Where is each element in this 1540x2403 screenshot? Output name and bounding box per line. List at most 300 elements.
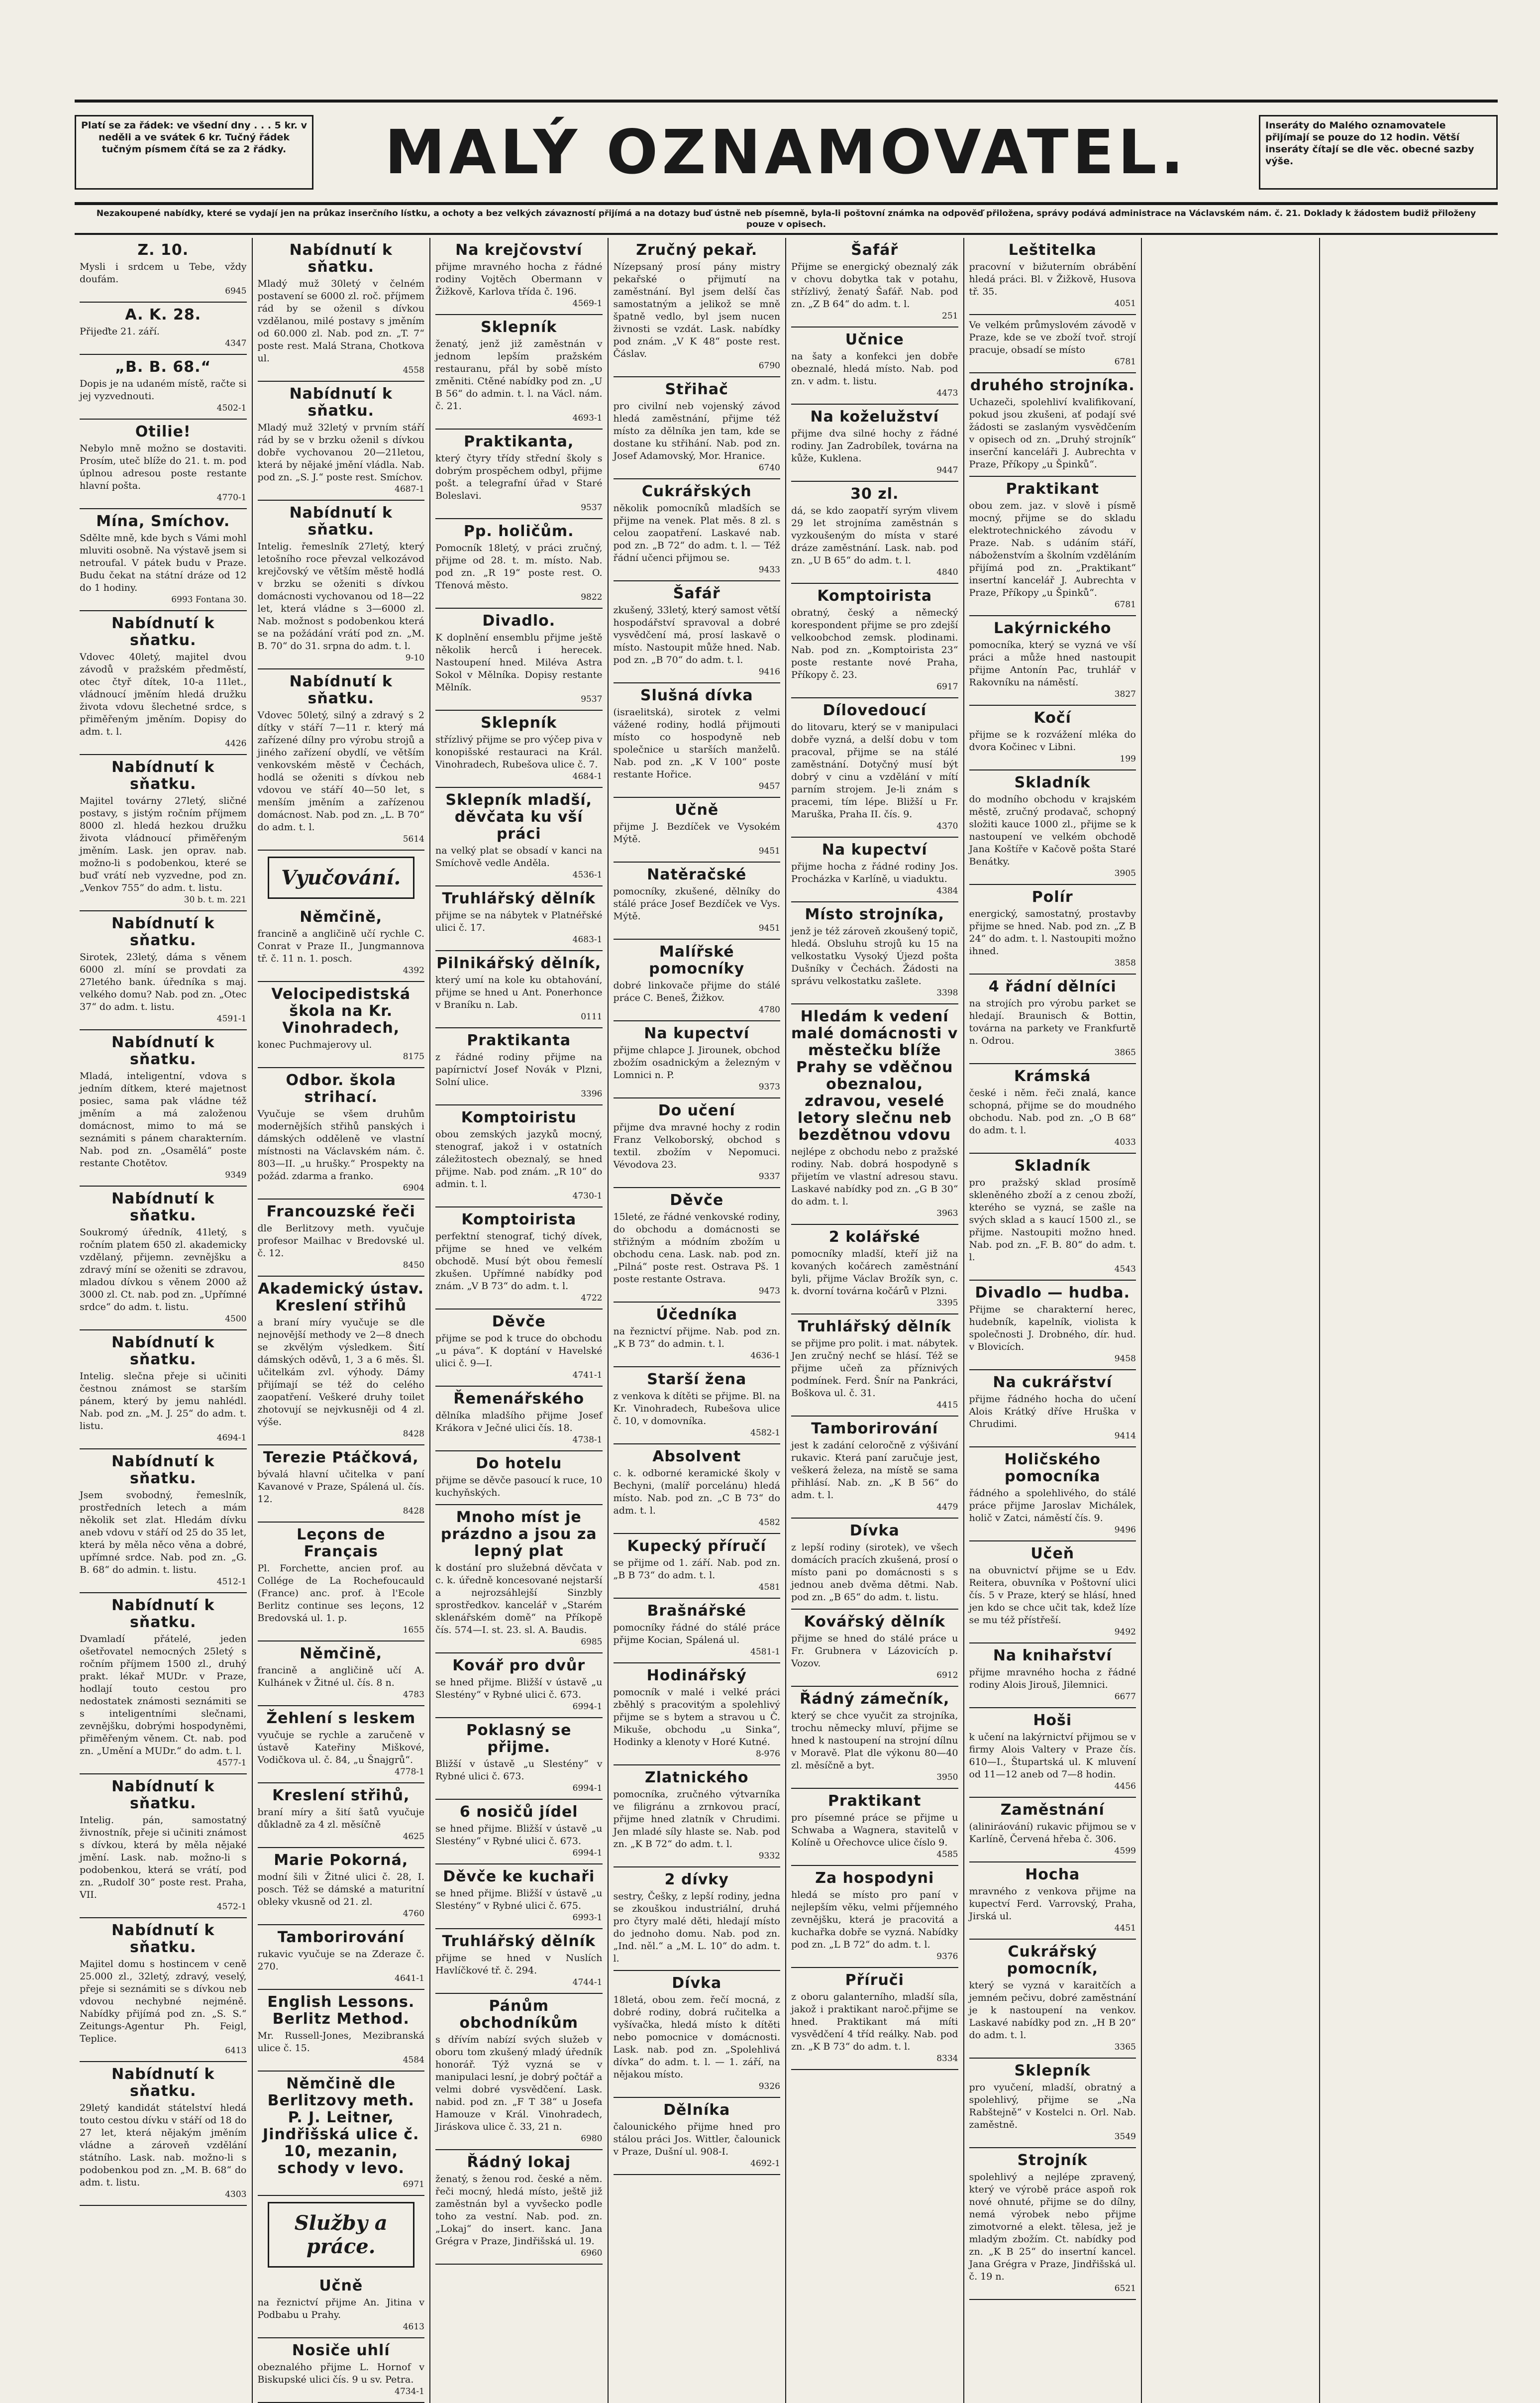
ad-text: dle Berlitzovy meth. vyučuje profesor Mailhac v Bredovské ul. č. 12. (257, 1223, 424, 1259)
ad-heading: Praktikanta, (464, 433, 574, 450)
classified-ad (969, 1064, 1136, 1154)
ad-heading: Marie Pokorná, (274, 1852, 409, 1869)
classified-ad (614, 479, 781, 581)
ad-reference-number: 199 (1120, 754, 1136, 764)
classified-ad (80, 611, 247, 755)
ad-reference-number: 4051 (1114, 299, 1136, 309)
classified-ad (614, 863, 781, 940)
classified-ad (791, 405, 958, 482)
ad-reference-number: 4426 (225, 739, 247, 749)
ad-reference-number: 9473 (758, 1286, 780, 1296)
ad-reference-number: 6917 (936, 682, 958, 692)
ad-text: hledá se místo pro paní v nejlepším věku, velmi příjemného zevnějšku, která je pracovitá a kuchařka dobře se vyzná. Nabídky pod zn. „L B 72“ do adm. t. l. (791, 1889, 958, 1950)
masthead (75, 100, 1498, 205)
classified-ad (969, 885, 1136, 975)
ad-text: se hned přijme. Bližší v ústavě „u Slestény“ v Rybné ulici č. 675. (435, 1888, 603, 1911)
classified-ad (614, 1971, 781, 2098)
ad-heading: Děvče (670, 1192, 724, 1209)
classified-ad (435, 1387, 603, 1451)
ad-reference-number: 4613 (403, 2322, 424, 2332)
ad-heading: Střihač (665, 381, 728, 398)
classified-ad (614, 940, 781, 1021)
ad-reference-number: 4512-1 (216, 1577, 247, 1587)
classified-ad (258, 1925, 425, 1990)
ad-heading: Nabídnutí k sňatku. (289, 673, 393, 707)
classified-ad (969, 1281, 1136, 1370)
ad-heading: Dělníka (663, 2101, 730, 2119)
ad-text: z řádné rodiny přijme na papírnictví Josef Novák v Plzni, Solní ulice. (435, 1052, 603, 1088)
ad-reference-number: 3549 (1114, 2132, 1136, 2142)
ad-column (75, 238, 253, 2403)
classified-ad (258, 2072, 425, 2196)
ad-reference-number: 4303 (225, 2189, 247, 2199)
ad-text: pro vyučení, mladší, obratný a spolehlivý, přijme se „Na Rabštejně“ v Kostelci n. Orl. Nab. zaměstně. (969, 2082, 1136, 2130)
classified-ad (791, 328, 958, 405)
ad-text: pro písemné práce se přijme u Schwaba a Wagnera, stavitelů v Kolíně u Ořechovce ulice číslo 9. (791, 1812, 958, 1848)
ad-text: který se vyzná v karaitčích a jemném pečivu, dobré zaměstnání je k nastoupení na venkov. Laskavé nabídky pod zn. „H B 20“ do adm. t. l. (969, 1980, 1136, 2041)
ad-reference-number: 3963 (936, 1208, 958, 1218)
ad-heading: Zaměstnání (1000, 1801, 1105, 1819)
ad-heading: Tamborirování (811, 1420, 938, 1437)
ad-heading: Divadlo — hudba. (975, 1284, 1130, 1302)
classified-ad (969, 1447, 1136, 1541)
ad-heading: Nabídnutí k sňatku. (111, 1778, 215, 1812)
ad-reference-number: 4840 (936, 567, 958, 577)
classified-ad (791, 698, 958, 838)
ad-heading: „B. B. 68.“ (115, 358, 211, 376)
ad-reference-number: 9822 (581, 592, 603, 602)
ad-text: ženatý, jenž již zaměstnán v jednom lepším pražském restauranu, přál by sobě místo změniti. Ctěné nabídky pod zn. „U B 56“ do admin. t. l. na Václ. nám. č. 21. (435, 338, 603, 412)
section-rubric: Služby a práce. (268, 2202, 415, 2268)
classified-ad (969, 1940, 1136, 2059)
ad-heading: Lakýrnického (993, 620, 1112, 637)
ad-text: čalounického přijme hned pro stálou práci Jos. Wittler, čalounick v Praze, Dušní ul. 908-I. (613, 2121, 780, 2157)
classified-ad (80, 1030, 247, 1187)
classified-ad (791, 1004, 958, 1225)
ad-text: francině a angličině učí rychle C. Conrat v Praze II., Jungmannova tř. č. 11 n. 1. posch. (257, 928, 424, 964)
ad-heading: Hoši (1033, 1712, 1072, 1729)
ad-heading: Nabídnutí k sňatku. (111, 615, 215, 649)
ad-text: Sdělte mně, kde bych s Vámi mohl mluviti osobně. Na výstavě jsem si netroufal. V pátek budu v Praze. Budu čekat na státní dráze od 12 do 1 hodiny. (80, 533, 247, 593)
ad-text: Majitel továrny 27letý, sličné postavy, s jistým ročním příjmem 8000 zl. hledá hezkou družku života vládnoucí přiměřeným jměním. Lask. jen oprav. nab. možno-li s podobenkou, které se buď vrátí neb vyzvedne, pod zn. „Venkov 755“ do adm. t. listu. (80, 795, 247, 893)
classified-ad (435, 1864, 603, 1929)
ad-text: Pl. Forchette, ancien prof. au Collége de La Rochefoucauld (France) anc. prof. à l'Ecole Berlitz continue ses leçons, 12 Bredovská ul. 1. p. (257, 1563, 424, 1624)
ad-heading: 2 dívky (664, 1871, 729, 1888)
classified-ad (258, 382, 425, 501)
ad-text: ženatý, s ženou rod. české a něm. řeči mocný, hledá místo, ještě již zaměstnán byl a vyvšecko podle toho za vestní. Nab. pod. zn. „Lokaj“ do insert. kanc. Jana Grégra v Praze, Jindřišská ul. 19. (435, 2174, 603, 2247)
classified-ad (969, 1541, 1136, 1643)
classified-ad (258, 501, 425, 669)
page-title: MALÝ OZNAMOVATEL. (385, 117, 1188, 188)
ad-heading: Němčině dle Berlitzovy meth. P. J. Leitner, Jindřišská ulice č. 10, mezanin, schody v levo. (263, 2075, 419, 2177)
ad-reference-number: 9416 (758, 667, 780, 677)
ad-text: se hned přijme. Bližší v ústavě „u Slestény“ v Rybné ulici č. 673. (435, 1677, 603, 1700)
ad-heading: Sklepník (1014, 2062, 1091, 2079)
ad-heading: Sklepník (481, 714, 557, 732)
ad-text: Mladý muž 30letý v čelném postavení se 6000 zl. roč. příjmem rád by se oženil s dívkou vzdělanou, milé postavy s jměním od 60.000 zl. Nab. pod zn. „T. 7“ poste rest. Malá Strana, Chotkova ul. (257, 278, 424, 364)
ad-text: Přijme se charakterní herec, hudebník, kapelník, violista k společnosti J. Drobného, dír. hud. v Blovicích. (969, 1304, 1136, 1352)
classified-ad (614, 1867, 781, 1971)
ad-heading: Učeň (1030, 1545, 1075, 1562)
ad-heading: Komptoirista (461, 1211, 577, 1228)
ad-reference-number: 3395 (936, 1298, 958, 1308)
classified-ad (435, 315, 603, 430)
ad-reference-number: 4543 (1114, 1264, 1136, 1274)
ad-heading: Žehlení s leskem (266, 1710, 416, 1727)
ad-heading: Na cukrářství (993, 1374, 1113, 1391)
ad-reference-number: 8334 (936, 2054, 958, 2064)
ad-reference-number: 9337 (758, 1172, 780, 1182)
classified-ad (791, 1789, 958, 1866)
ad-heading: Nabídnutí k sňatku. (111, 1034, 215, 1068)
classified-ad (791, 902, 958, 1004)
ad-text: který čtyry třídy střední školy s dobrým prospěchem odbyl, přijme pošt. a telegrafní úřad v Staré Boleslavi. (435, 453, 603, 501)
ad-heading: Nabídnutí k sňatku. (289, 385, 393, 420)
ad-column (430, 238, 609, 2403)
ad-reference-number: 4456 (1114, 1781, 1136, 1791)
classified-ad (80, 911, 247, 1030)
ad-heading: Natěračské (647, 866, 747, 883)
ad-heading: Příruči (845, 1971, 904, 1989)
ad-text: přijme se pod k truce do obchodu „u páva“. K doptání v Havelské ulici č. 9—I. (435, 1333, 603, 1369)
ad-reference-number: 8450 (403, 1260, 424, 1270)
ad-reference-number: 3865 (1114, 1048, 1136, 1058)
ad-reference-number: 4384 (936, 886, 958, 896)
ad-text: Přijeďte 21. září. (80, 326, 160, 337)
ad-reference-number: 4473 (936, 388, 958, 398)
classified-ad (258, 1990, 425, 2072)
ad-reference-number: 8-976 (755, 1749, 780, 1759)
classified-ad (614, 683, 781, 798)
ad-reference-number: 3950 (936, 1772, 958, 1782)
ad-reference-number: 9492 (1114, 1627, 1136, 1637)
ad-heading: Odbor. škola strihací. (286, 1072, 397, 1106)
ad-heading: 6 nosičů jídel (459, 1803, 578, 1821)
ad-heading: Strojník (1017, 2152, 1088, 2169)
ad-heading: Komptoirista (817, 587, 932, 605)
ad-text: přijme mravného hocha z řádné rodiny Vojtěch Obermann v Žižkově, Karlova třída č. 196. (435, 261, 603, 297)
ad-heading: Kreslení střihů, (272, 1787, 410, 1804)
ad-text: se přijme od 1. září. Nab. pod zn. „B B 73“ do adm. t. l. (613, 1557, 780, 1581)
ad-reference-number: 9451 (758, 846, 780, 856)
classified-ad (791, 1610, 958, 1687)
ad-text: z lepší rodiny (sirotek), ve všech domácích pracích zkušená, prosí o místo pani po domácnosti s s jednou aneb dvěma dětmi. Nab. pod zn. „B 65“ do adm. t. listu. (791, 1542, 958, 1603)
ad-text: Vdovec 40letý, majitel dvou závodů v pražském předměstí, otec čtyř dítek, 10-a 11let., vládnoucí jměním hledá družku života vdovu šlechetné srdce, s přiměřeným jměním. Dopisy do adm. t. l. (80, 652, 247, 737)
ad-heading: Děvče (492, 1313, 546, 1330)
ad-reference-number: 4502-1 (216, 403, 247, 413)
ad-text: přijme chlapce J. Jirounek, obchod zbožím osadnickým a železným v Lomnici n. P. (613, 1045, 780, 1081)
ad-text: na strojích pro výrobu parket se hledají. Braunisch & Bottin, továrna na parkety ve Frankfurtě n. Odrou. (969, 998, 1136, 1046)
ad-reference-number: 4783 (403, 1690, 424, 1700)
classified-ad (258, 1783, 425, 1848)
ad-reference-number: 6980 (581, 2134, 603, 2144)
ad-heading: Truhlářský dělník (798, 1318, 951, 1335)
ad-text: rukavic vyučuje se na Zderaze č. 270. (257, 1949, 424, 1972)
ad-reference-number: 4683-1 (572, 935, 603, 945)
ad-reference-number: 251 (942, 311, 958, 321)
classified-ad (969, 1862, 1136, 1940)
classified-ad (614, 1599, 781, 1663)
classified-ad (80, 238, 247, 303)
classified-ad (80, 1918, 247, 2062)
ad-text: obratný, český a německý korespondent přijme se pro zdejší velkoobchod zemsk. plodinami. Nab. pod zn. „Komptoirista 23“ poste restante nové Praha, Příkopy č. 23. (791, 607, 958, 680)
ad-text: přijme se k rozvážení mléka do dvora Kočinec v Libni. (969, 729, 1136, 753)
ad-text: přijme dva mravné hochy z rodin Franz Velkoborský, obchod s textil. zbožím v Nepomuci. Vévodova 23. (613, 1122, 780, 1170)
ad-heading: Zlatnického (644, 1769, 749, 1786)
ad-column (964, 238, 1142, 2403)
classified-ad (969, 2059, 1136, 2148)
classified-ad (791, 238, 958, 328)
ad-heading: Na knihařství (993, 1647, 1112, 1664)
ad-text: perfektní stenograf, tichý dívek, přijme se hned ve velkém obchodě. Musí být obou řemeslí zkušen. Upřímné nabídky pod znám. „V B 73“ do adm. t. l. (435, 1231, 603, 1292)
ad-heading: Nabídnutí k sňatku. (111, 1922, 215, 1956)
ad-reference-number: 4370 (936, 821, 958, 831)
ad-text: Ve velkém průmyslovém závodě v Praze, kde se ve zboží tvoř. strojí pracuje, obsadí se místo (969, 320, 1136, 355)
ad-reference-number: 4694-1 (216, 1433, 247, 1443)
ad-columns (75, 238, 1498, 2397)
ad-reference-number: 4584 (403, 2055, 424, 2065)
ad-reference-number: 6985 (581, 1637, 603, 1647)
ad-reference-number: 4730-1 (572, 1191, 603, 1201)
ad-text: Nebylo mně možno se dostaviti. Prosím, uteč blíže do 21. t. m. pod úplnou adresou poste restante hlavní pošta. (80, 443, 247, 491)
ad-heading: Za hospodyni (815, 1869, 934, 1887)
ad-text: s dřívím nabízí svých služeb v oboru tom zkušený mladý úředník honorář. Týž vyzná se v manipulaci lesní, je dobrý počtář a velmi dobré vysvědčení. Lask. nabid. pod zn. „F T 38“ u Josefa Hamouze v Král. Vinohradech, Jiráskova ulice č. 33, 21 n. (435, 2034, 603, 2132)
ad-reference-number: 4687-1 (395, 484, 424, 494)
ad-text: pomocníky mladší, kteří již na kovaných kočárech zaměstnání byli, přijme Václav Brožík syn, c. k. dvorní továrna kočárů v Plzni. (791, 1248, 958, 1297)
ad-reference-number: 9496 (1114, 1525, 1136, 1535)
ad-heading: Místo strojníka, (805, 906, 944, 923)
classified-ad (969, 706, 1136, 770)
ad-heading: Velocipedistská škola na Kr. Vinohradech, (271, 985, 411, 1037)
ad-heading: Nabídnutí k sňatku. (111, 2066, 215, 2100)
ad-heading: Nosiče uhlí (292, 2342, 390, 2359)
ad-text: Intelig. řemeslník 27letý, který letošního roce převzal velkozávod krejčovský ve větším městě hodlá v brzku se oženiti s dívkou domácnosti vychovanou od 18—22 let, která vládne s 3—6000 zl. Nab. možnost s podobenkou která se na požádání vrátí pod zn. „M. B. 70“ do 31. srpna do adm. t. l. (257, 541, 424, 652)
ad-heading: Šafář (851, 241, 899, 259)
ad-heading: Polír (1031, 888, 1073, 906)
ad-text: na obuvnictví přijme se u Edv. Reitera, obuvníka v Poštovní ulici čís. 5 v Praze, který se hlásí, hned jen kdo se chce učit tak, kdež líze se mu též přístřeší. (969, 1565, 1136, 1626)
ad-heading: Kupecký příručí (627, 1537, 766, 1555)
classified-ad (80, 355, 247, 420)
ad-text: řádného a spolehlivého, do stálé práce přijme Jaroslav Michálek, holič v Zatci, náměstí čís. 9. (969, 1488, 1136, 1524)
classified-ad (969, 1798, 1136, 1862)
ad-heading: Učně (319, 2277, 363, 2294)
classified-ad (791, 1225, 958, 1314)
ad-heading: Starší žena (647, 1371, 747, 1388)
ad-heading: Brašnářské (647, 1602, 746, 1620)
classified-ad (258, 1068, 425, 1200)
classified-ad (969, 373, 1136, 477)
classified-ad (969, 238, 1136, 315)
ad-heading: Učně (675, 801, 719, 819)
ad-heading: Na kupectví (644, 1025, 750, 1042)
ad-heading: 30 zl. (850, 485, 899, 503)
ad-reference-number: 6790 (758, 361, 780, 371)
ad-text: modní šili v Žitné ulici č. 28, I. posch. Též se dámské a maturitní obleky vkusně od 21. zl. (257, 1871, 424, 1907)
inserts-box: Inseráty do Malého oznamovatele přijímají se pouze do 12 hodin. Větší inseráty čítají se dle věc. obecné sazby výše. (1259, 115, 1498, 190)
classified-ad (258, 238, 425, 382)
ad-text: bývalá hlavní učitelka v paní Kavanové v Praze, Spálená ul. čís. 12. (257, 1469, 424, 1505)
ad-text: Jsem svobodný, řemeslník, prostředních letech a mám několik set zlat. Hledám dívku aneb vdovu v stáří od 25 do 35 let, která by měla něco věna a dobré, upřímné srdce. Nab. pod zn. „G. B. 68“ do admin. t. listu. (80, 1490, 247, 1575)
ad-heading: Leçons de Français (297, 1526, 386, 1560)
ad-heading: Skladník (1014, 1157, 1091, 1175)
ad-text: z oboru galanterního, mladší síla, jakož i praktikant naroč.přijme se hned. Praktikant má míti vysvědčení 4 tříd reálky. Nab. pod zn. „K B 73“ do adm. t. l. (791, 1991, 958, 2052)
ad-text: Sirotek, 23letý, dáma s věnem 6000 zl. míní se provdati za 27letého bank. úředníka s maj. velkého domu? Nab. pod zn. „Otec 37“ do adm. t. listu. (80, 952, 247, 1012)
ad-column (1320, 238, 1498, 2403)
ad-text: Soukromý úředník, 41letý, s ročním platem 650 zl. akademicky vzdělaný, přijemn. zevnějšku a zdravý míní se oženiti se zdravou, mladou dívkou s věnem 2000 až 3000 zl. Ct. nab. pod zn. „Upřímné srdce“ do adm. t. listu. (80, 1227, 247, 1312)
ad-heading: Účedníka (656, 1306, 738, 1323)
classified-ad (435, 1105, 603, 1207)
ad-reference-number: 9537 (581, 503, 603, 513)
ad-heading: Nabídnutí k sňatku. (111, 915, 215, 949)
ad-reference-number: 30 b. t. m. 221 (184, 895, 247, 905)
ad-heading: Učnice (845, 331, 904, 348)
classified-ad (435, 1505, 603, 1653)
ad-reference-number: 5614 (403, 834, 424, 844)
ad-text: (aliniráování) rukavic přijmou se v Karlíně, Červená hřeba č. 306. (969, 1821, 1136, 1845)
classified-ad (258, 1277, 425, 1445)
classified-ad (258, 2338, 425, 2403)
ad-heading: druhého strojníka. (970, 377, 1135, 394)
ad-text: (israelitská), sirotek z velmi vážené rodiny, hodlá přijmouti místo co hospodyně neb společnice u starších manželů. Nab. pod zn. „K V 100“ poste restante Hořice. (613, 707, 780, 780)
classified-ad (80, 509, 247, 611)
classified-ad (969, 1154, 1136, 1281)
ad-heading: Divadlo. (482, 612, 556, 630)
ad-heading: Hledám k vedení malé domácnosti v městečku blíže Prahy se vděčnou obeznalou, zdravou, veselé letory slečnu neb bezdětnou vdovu (791, 1008, 958, 1144)
ad-reference-number: 4585 (936, 1850, 958, 1859)
ad-text: c. k. odborné keramické školy v Bechyni, (malíř porcelánu) hledá místo. Nab. pod zn. „C B 73“ do adm. t. l. (613, 1468, 780, 1516)
ad-text: dá, se kdo zaopatří syrým vlivem 29 let strojníma zaměstnán s vyzkoušeným do místa v staré dráze zaměstnání. Lask. nab. pod zn. „U B 65“ do adm. t. l. (791, 505, 958, 566)
classified-ad (969, 1708, 1136, 1798)
ad-reference-number: 4770-1 (216, 493, 247, 503)
rates-box: Platí se za řádek: ve všední dny . . . 5 kr. v neděli a ve svátek 6 kr. Tučný řádek tučným písmem čítá se za 2 řádky. (75, 115, 313, 190)
ad-heading: Tamborirování (277, 1929, 405, 1946)
ad-reference-number: 4780 (758, 1005, 780, 1015)
classified-ad (435, 1451, 603, 1505)
ad-reference-number: 6521 (1114, 2284, 1136, 2294)
ad-text: 29letý kandidát státelství hledá touto cestou dívku v stáří od 18 do 27 let, která nějakým jměním vládne a zároveň vzdělání státního. Lask. nab. možno-li s podobenkou pod zn. „M. B. 68“ do adm. t. listu. (80, 2102, 247, 2188)
ad-reference-number: 3398 (936, 988, 958, 998)
ad-reference-number: 1655 (403, 1625, 424, 1635)
classified-ad (258, 982, 425, 1068)
ad-reference-number: 9326 (758, 2081, 780, 2091)
classified-ad (969, 975, 1136, 1064)
ad-text: Bližší v ústavě „u Slestény“ v Rybné ulici č. 673. (435, 1758, 603, 1782)
ad-text: jest k zadání celoročně z výšivání rukavic. Která paní zaručuje jest, veškerá železa, na místě se sama přihlásí. Nab. zn. „K B 56“ do adm. t. l. (791, 1440, 958, 1501)
ad-heading: Mnoho míst je prázdno a jsou za lepný plat (440, 1509, 597, 1560)
ad-heading: Řádný lokaj (467, 2154, 571, 2171)
ad-text: pomocníky řádné do stálé práce přijme Kocian, Spálená ul. (613, 1622, 780, 1645)
classified-ad (80, 1449, 247, 1593)
ad-text: Majitel domu s hostincem v ceně 25.000 zl., 32letý, zdravý, veselý, přeje si seznámiti se s dívkou neb vdovou nechybné nejméně. Nabídky přijímá pod zn. „S. S.“ Zeitungs-Agentur Ph. Feigl, Teplice. (80, 1959, 247, 2044)
classified-ad (435, 788, 603, 886)
classified-ad (614, 1098, 781, 1188)
ad-heading: Pilnikářský dělník, (436, 955, 602, 972)
ad-reference-number: 4577-1 (216, 1758, 247, 1768)
ad-reference-number: 4636-1 (750, 1351, 780, 1361)
ad-text: Mladý muž 32letý v prvním stáří rád by se v brzku oženil s dívkou dobře vychovanou 20—21letou, která by nějaké jmění vládla. Nab. pod zn. „S. J.“ poste rest. Smíchov. (257, 422, 424, 483)
ad-heading: Kovář pro dvůr (452, 1657, 586, 1674)
classified-ad (435, 1653, 603, 1718)
classified-ad (258, 2274, 425, 2338)
ad-text: 15leté, ze řádné venkovské rodiny, do obchodu a domácnosti se střižným a módním zbožím u obchodu cena. Lask. nab. pod zn. „Pilná“ poste rest. Ostrava Pš. 1 poste restante Ostrava. (613, 1211, 780, 1285)
ad-reference-number: 8428 (403, 1429, 424, 1439)
ad-text: Přijme se energický obeznalý zák v chovu dobytka tak v potahu, střízlivý, ženatý Šafář. Nab. pod zn. „Z B 64“ do adm. t. l. (791, 261, 958, 310)
classified-ad (969, 2148, 1136, 2300)
classified-ad (80, 1330, 247, 1449)
ad-text: přijme se na nábytek v Platnéřské ulici č. 17. (435, 910, 603, 933)
ad-heading: Pp. holičům. (463, 523, 574, 540)
classified-ad (614, 1444, 781, 1534)
ad-text: Mladá, inteligentní, vdova s jedním dítkem, které majetnost posiec, sama pak vládne též jměním a má založenou domácnost, mimo to má se seznámiti s pánem charakterním. Nab. pod zn. „Osamělá“ poste restante Chotětov. (80, 1071, 247, 1169)
ad-heading: Krámská (1014, 1068, 1091, 1085)
ad-reference-number: 9451 (758, 923, 780, 933)
ad-reference-number: 4741-1 (572, 1370, 603, 1380)
classified-ad (435, 1028, 603, 1105)
ad-heading: Děvče ke kuchaři (443, 1868, 595, 1885)
classified-ad (969, 315, 1136, 373)
classified-ad (435, 519, 603, 609)
ad-reference-number: 9537 (581, 694, 603, 704)
ad-text: Mysli i srdcem u Tebe, vždy doufám. (80, 261, 247, 285)
ad-heading: Skladník (1014, 774, 1091, 791)
ad-text: do litovaru, který se v manipulaci dobře vyzná, a delší dobu v tom pracoval, přijme se na stálé zaměstnání. Dotyčný musí být dobrý v cinu a vzdělání v mítí parním strojem. Je-li znám s pracemi, tím lépe. Bližší u Fr. Maruška, Praha II. čís. 9. (791, 722, 958, 820)
ad-heading: Nabídnutí k sňatku. (111, 1453, 215, 1487)
classified-ad (435, 1718, 603, 1800)
ad-reference-number: 4033 (1114, 1137, 1136, 1147)
ad-reference-number: 4572-1 (216, 1902, 247, 1912)
classified-ad (791, 482, 958, 584)
classified-ad (969, 1643, 1136, 1708)
classified-ad (80, 755, 247, 911)
ad-text: konec Puchmajerovy ul. (257, 1039, 372, 1050)
ad-heading: Z. 10. (137, 241, 189, 259)
ad-text: Uchazeči, spolehliví kvalifikovaní, pokud jsou zkušeni, ať podají své žádosti se zaslaným vysvědčením v opisech od zn. „Druhý strojník“ inserční kanceláři J. Aubrechta v Praze, Příkopy „u Špinků“. (969, 397, 1136, 470)
ad-text: Nízepsaný prosí pány mistry pekařské o přijmutí na zaměstnání. Byl jsem delší čas samostatným a jelikož se mně špatně vedlo, byl jsem nucen živnosti se vzdát. Lask. nabídky pod znám. „V K 48“ poste rest. Čáslav. (613, 261, 780, 359)
classified-ad (614, 1534, 781, 1599)
classified-ad (435, 1310, 603, 1387)
ad-text: Intelig. slečna přeje si učiniti čestnou známost se starším pánem, který by jemu nahlédl. Nab. pod zn. „M. J. 25“ do adm. t. listu. (80, 1371, 247, 1431)
classified-ad (614, 377, 781, 479)
ad-heading: Nabídnutí k sňatku. (111, 1334, 215, 1368)
ad-reference-number: 4744-1 (572, 1977, 603, 1987)
ad-heading: Malířské pomocníky (649, 943, 745, 978)
ad-reference-number: 9433 (758, 565, 780, 575)
ad-heading: Holičského pomocníka (1004, 1451, 1101, 1485)
ad-heading: Sklepník mladší, děvčata ku vší práci (445, 791, 592, 843)
ad-reference-number: 4625 (403, 1832, 424, 1842)
ad-text: Intelig. pán, samostatný živnostník, přeje si učiniti známost s dívkou, která by měla nějaké jmění. Lask. nab. možno-li s podobenkou, která se vrátí, pod zn. „Rudolf 30“ poste rest. Praha, VII. (80, 1815, 247, 1900)
ad-text: Vyučuje se všem druhům modernějších střihů panských i dámských odděleně ve vlastní místnosti na Václavském nám. č. 803—II. „u hrušky.“ Prospekty na požád. zdarma a franko. (257, 1108, 424, 1182)
ad-heading: Truhlářský dělník (442, 1933, 596, 1950)
ad-heading: Do učení (658, 1102, 735, 1119)
ad-heading: Dívka (672, 1974, 722, 1992)
ad-text: přijme hocha z řádné rodiny Jos. Procházka v Karlíně, u viaduktu. (791, 861, 958, 884)
ad-heading: Řemenářského (453, 1390, 585, 1408)
ad-text: Pomocník 18letý, v práci zručný, přijme od 28. t. m. místo. Nab. pod zn. „R 19“ poste rest. O. Tfenová město. (435, 543, 603, 591)
ad-text: Mr. Russell-Jones, Mezibranská ulice č. 15. (257, 2030, 424, 2054)
classified-ad (614, 798, 781, 863)
ad-text: na řeznictví přijme An. Jitina v Podbabu u Prahy. (257, 2297, 424, 2320)
ad-text: a braní míry vyučuje se dle nejnovější methody ve 2—8 dnech se zkvělým výsledkem. Šití dámských oděvů, 1, 3 a 6 měs. Šl. učitelkám zvl. výhody. Dámy přijímají se též do celého zaopatření. Veškeré druhy toilet zhotovují se nejvkusněji od 4 zl. výše. (257, 1317, 424, 1427)
ad-reference-number: 6994-1 (572, 1702, 603, 1712)
classified-ad (435, 886, 603, 951)
classified-ad (258, 1523, 425, 1641)
ad-reference-number: 6993 Fontana 30. (171, 595, 247, 605)
ad-reference-number: 4392 (403, 966, 424, 976)
ad-reference-number: 9414 (1114, 1431, 1136, 1441)
ad-heading: 4 řádní dělníci (988, 978, 1117, 995)
classified-ad (435, 238, 603, 315)
